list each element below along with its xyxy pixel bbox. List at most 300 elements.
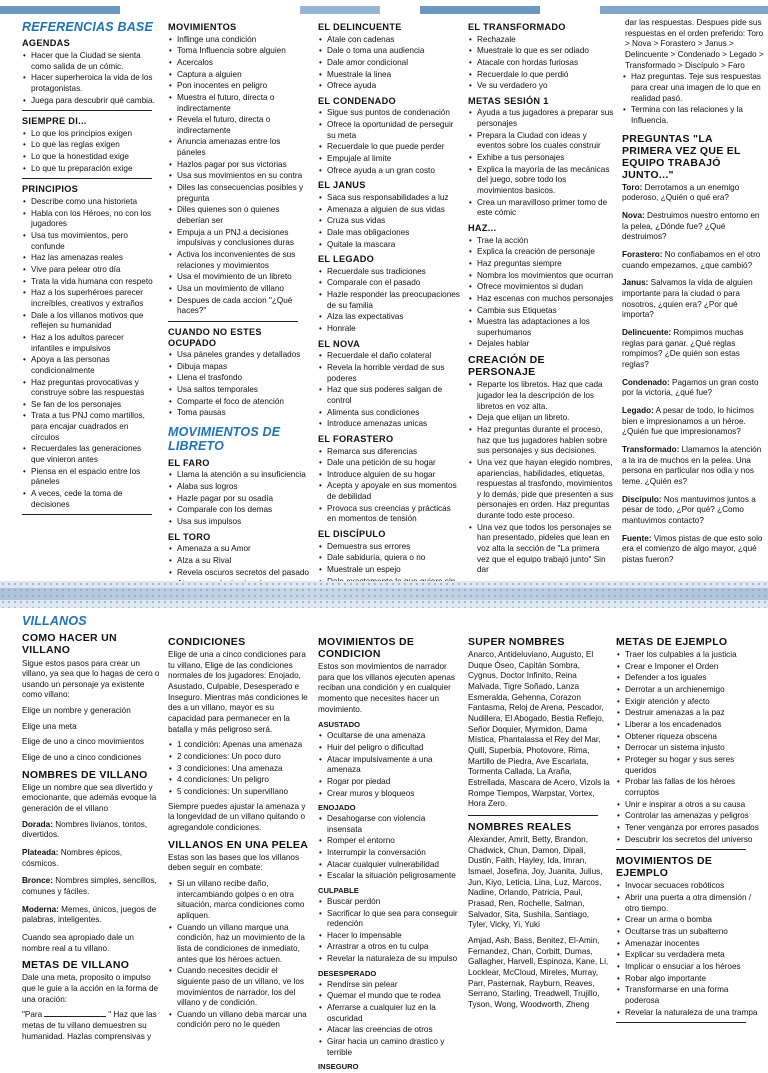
item-text: Nombres épicos, cósmicos. [22,848,123,868]
labeled-item [622,328,764,371]
list-item: • Reparte los libretos. Haz que cada jugador lea la descripción de los libretos en voz alta. [468,380,614,412]
col-preguntas [620,18,766,573]
principios-list [22,197,156,510]
delincuente-list [318,35,460,92]
movimientos-ejemplo-list [616,881,764,1018]
step-item: Elige de uno a cinco movimientos [22,737,144,747]
list-item: • Derrotar a un archienemigo [616,685,764,696]
list-item: • Explicar su verdadera meta [616,950,764,961]
item-text: Nombres livianos, tontos, divertidos. [22,819,148,840]
list-item: • Huir del peligro o dificultad [318,743,460,754]
list-item: • Demuestra sus errores [318,542,460,553]
creacion-list [468,380,614,576]
list-item: • Buscar perdón [318,897,460,908]
list-item: • Juega para descubrir qué cambia. [22,96,156,107]
list-item: • Diles las consecuencias posibles y pregunta [168,183,309,204]
list-item: • Acepta y apoyale en sus momentos de debilidad [318,481,460,502]
list-item: • Lo que las reglas exigen [22,140,156,151]
list-item: • Hazle responder las preocupaciones de su familia [318,290,460,311]
list-item: • Alza a su Rival [168,556,309,567]
list-item: • Se fan de los personajes [22,400,156,411]
list-item: • Cruza sus vidas [318,216,460,227]
divider [22,178,152,179]
discipulo-heading: EL DISCÍPULO [318,529,386,540]
labeled-item [622,183,764,204]
list-item: • Atacale con hordas furiosas [468,58,614,69]
col-libretos [316,18,462,611]
list-item: • Quemar el mundo que te rodea [318,991,460,1002]
haz-list [468,236,614,351]
list-item: • Remarca sus diferencias [318,447,460,458]
condition-heading: ENOJADO [318,803,356,813]
list-item: • Crear e Imponer el Orden [616,662,764,673]
step-item: Elige de uno a cinco condiciones [22,753,142,763]
super-nombres-text: Anarco, Antideluviano, Augusto, El Duque Óseo, Capitán Sombra, Cygnus, Doctor Infinito, Reina Malvada, Tigre Soñado, Lanza Esmeralda, Gehenna, Corazon Fantasma, Reloj de Arena, Pescador, Nudillera, El Abogado, Bestia Reflejo, Señor Doquier, Myrmidon, Dama Mística, Phantalassa el Rey del Mar, Quill, Superbia, Photovore, Rima, Martillo de Piedra, Ave Escarlata, Tormenta Callada, La Araña, Estrellada, Mascara de Acero, Vizols la Rompe Tiempos, Warpstar, Vortex, Hora Zero. [468,650,610,809]
labeled-item [622,278,764,321]
list-item: • Dale mas obligaciones [318,228,460,239]
legado-list [318,267,460,335]
list-item: • Usa saltos temporales [168,385,309,396]
movcond-p1: Estos son movimientos de narrador para que los villanos ejecuten apenas reciban una condición y en cualquier momento que necesites hacer un movimiento. [318,662,456,714]
divider [168,321,298,322]
condition-heading: CULPABLE [318,886,359,895]
list-item: • Toma Influencia sobre alguien [168,46,309,57]
item-label: Dorada: [22,819,53,829]
nombres-reales-heading: NOMBRES REALES [468,820,572,833]
metas-villano-p2 [22,1010,160,1042]
list-item: • Activa los inconvenientes de sus relaciones y movimientos [168,250,309,271]
item-label: Discípulo: [622,494,662,504]
list-item: • Rechazale [468,35,614,46]
list-item: • Dale amor condicional [318,58,460,69]
list-item: • Prepara la Ciudad con ideas y eventos sobre los cuales construir [468,131,614,152]
condition-moves [318,814,460,882]
legado-heading: EL LEGADO [318,254,375,265]
list-item: • Alimenta sus condiciones [318,408,460,419]
divider [616,849,746,850]
libreto-title: MOVIMIENTOS DE LIBRETO [168,425,281,454]
condiciones-p2: Siempre puedes ajustar la amenaza y la longevidad de un villano quitando o agregandole condiciones. [168,801,306,832]
list-item: • Tener venganza por errores pasados [616,823,764,834]
item-text: Llamamos la atención a la ira de muchos en la pelea. Una persona en particular nos odia y nos teme. ¿Quién es? [622,444,762,486]
condition-heading: ASUSTADO [318,720,361,730]
list-item: • Explica la creación de personaje [468,247,614,258]
list-item: • Piensa en el espacio entre los páneles [22,467,156,488]
list-item: • Alza las expectativas [318,312,460,323]
list-item: • Robar algo importante [616,974,764,985]
section-divider [0,581,768,608]
item-label: Toro: [622,182,643,192]
item-text: No confiabamos en el otro cuando empezamos, ¿que cambió? [622,250,761,270]
creacion-continued: dar las respuestas. Despues pide sus respuestas en el orden preferido: Toro > Nova > Forastero > Janus > Delincuente > Condenado > Legado > Transformado > Discípulo > Faro [625,18,764,70]
list-item: • Implicar o ensuciar a los héroes [616,962,764,973]
list-item: • Trata a tus PNJ como martillos, para encajar cuadrados en círculos [22,411,156,443]
pelea-heading: VILLANOS EN UNA PELEA [168,838,309,851]
condition-heading: DESESPERADO [318,968,377,978]
item-text: Salvamos la vida de alguien importante para la ciudad o para nosotros, ¿quien era? ¿Por qué importa? [622,278,753,320]
list-item: • Saca sus responsabilidades a luz [318,193,460,204]
item-label: Plateada: [22,848,59,858]
janus-list [318,193,460,250]
list-item: • Escalar la situación peligrosamente [318,871,460,882]
step-item: Elige un nombre y generación [22,706,131,716]
condiciones-p1: Elige de una a cinco condiciones para tu villano. Elige de las condiciones normales de los jugadores: Enojado, Asustado, Culpable, Desesperado e Inseguro. Mientras más condiciones le des a un villano, mayor es su capacidad para permanecer en la batalla y más peligroso será. [168,650,308,734]
list-item: • 3 condiciones: Una amenaza [168,764,310,775]
list-item: • Destruir amenazas a la paz [616,708,764,719]
list-item: • Honrale [318,324,460,335]
labeled-item [622,250,764,271]
list-item: • Atacar cualquier vulnerabilidad [318,860,460,871]
metas-villano-p1: Dale una meta, proposito o impulso que le guie a la acción en la forma de una oración: [22,973,159,1004]
list-item: • Anuncia amenazas entre los páneles [168,137,309,158]
list-item: • Acercalos [168,58,309,69]
list-item: • Proteger su hogar y sus seres queridos [616,755,764,776]
labeled-item [622,211,764,243]
metas-villano-p2a: "Para [22,1010,43,1020]
list-item: • Haz preguntas durante el proceso, haz que tus jugadores hablen sobre sus personajes y sus decisiones. [468,425,614,457]
list-item: • Atale con cadenas [318,35,460,46]
list-item: • Controlar las amenazas y peligros [616,811,764,822]
col-mov-condicion [316,632,462,1073]
item-text: Destruimos nuestro entorno en la pelea, ¿Dónde fue? ¿Qué destruimos? [622,211,760,242]
labeled-item [22,848,160,869]
condenado-heading: EL CONDENADO [318,95,396,106]
list-item: • Amenaza a alguien de sus vidas [318,205,460,216]
item-label: Legado: [622,405,654,415]
item-text: Nos mantuvimos juntos a pesar de todo, ¿Por qué? ¿Como mantuvimos contacto? [622,494,756,525]
list-item: • Transformarse en una forma poderosa [616,985,764,1006]
list-item: • Muestrale la linea [318,70,460,81]
item-text: Derrotamos a un enemigo poderoso, ¿Quién o qué era? [622,182,740,203]
list-item: • Exigir atención y afecto [616,697,764,708]
delincuente-heading: EL DELINCUENTE [318,22,402,32]
toro-heading: EL TORO [168,531,211,542]
pelea-p1: Estas son las bases que los villanos deben seguir en combate: [168,852,300,873]
list-item: • Recuerdale lo que puede perder [318,142,460,153]
list-item: • Empuja a un PNJ a decisiones impulsivas y conclusiones duras [168,228,309,249]
condenado-list [318,108,460,176]
item-label: Janus: [622,278,649,288]
list-item: • Haz preguntas provocativas y construye sobre las respuestas [22,378,156,399]
list-item: • Toma pausas [168,408,309,419]
list-item: • Ayuda a tus jugadores a preparar sus personajes [468,108,614,129]
list-item: • Crear un arma o bomba [616,915,764,926]
list-item: • Usa un movimiento de villano [168,284,309,295]
list-item: • Explica la mayoría de las mecánicas del juego, sobre todo los movimientos basicos. [468,165,614,197]
metas-ejemplo-heading: METAS DE EJEMPLO [616,636,728,648]
list-item: • 4 condiciones: Un peligro [168,775,310,786]
list-item: • Recuerdale lo que perdió [468,70,614,81]
list-item: • Liberar a los encadenados [616,720,764,731]
list-item: • Introduce amenazas unicas [318,419,460,430]
metas-villano-heading: METAS DE VILLANO [22,959,130,972]
list-item: • Desahogarse con violencia insensata [318,814,460,835]
list-item: • Dale o toma una audiencia [318,46,460,57]
list-item: • Usa páneles grandes y detallados [168,350,309,361]
list-item: • Rogar por piedad [318,777,460,788]
list-item: • Trata la vida humana con respeto [22,277,156,288]
list-item: • Usa sus impulsos [168,517,309,528]
list-item: • Atacar las creencias de otros [318,1025,460,1036]
movcond-heading: MOVIMIENTOS DE CONDICION [318,636,415,661]
list-item: • Cambia sus Etiquetas [468,306,614,317]
item-text: Rompimos muchas reglas para ganar. ¿Qué reglas rompimos? ¿De quién son estas reglas? [622,328,744,369]
labeled-item [22,876,160,897]
metas-villano-p2b: " Haz que las metas de tu villano demuestren su humanidad. Hazlas comprensivas y [22,1010,157,1041]
list-item: • Romper el entorno [318,836,460,847]
condition-moves [318,731,460,799]
list-item: • Una vez que todos los personajes se han presentado, pideles que lean en voz alta la sección de "La primera vez que el equipo trabajó junto" Sin dar [468,523,614,576]
list-item: • Ofrece movimientos si dudan [468,282,614,293]
como-steps [22,706,160,764]
list-item: • Defender a los iguales [616,673,764,684]
item-label: Delincuente: [622,328,672,338]
movimientos-heading: MOVIMIENTOS [168,22,237,32]
item-label: Bronce: [22,876,53,886]
list-item: • Amenaza a su Amor [168,544,309,555]
forastero-heading: EL FORASTERO [318,433,394,444]
list-item: • Haz preguntas siempre [468,259,614,270]
list-item: • Revelar la naturaleza de una trampa [616,1008,764,1019]
agendas-list [22,51,156,106]
como-heading: COMO HACER UN VILLANO [22,632,117,657]
item-text: A pesar de todo, lo hicimos bien e impresionamos a un héroe. ¿Quién fue que impresionamos? [622,405,754,437]
list-item: • Describe como una historieta [22,197,156,208]
condiciones-list [168,740,310,797]
labeled-item [622,406,764,438]
metas-ejemplo-list [616,650,764,845]
item-text: Memes, únicos, juegos de palabras, inteligentes. [22,904,157,925]
list-item: • Unir e inspirar a otros a su causa [616,800,764,811]
movimientos-ejemplo-heading: MOVIMIENTOS DE EJEMPLO [616,855,713,880]
list-item: • Revela la horrible verdad de sus poderes [318,363,460,384]
labeled-item [622,534,764,566]
col-movimientos [166,18,311,603]
col-sesion [466,18,616,577]
list-item: • Aferrarse a cualquier luz en la oscuridad [318,1003,460,1024]
list-item: • Comparale con el pasado [318,278,460,289]
list-item: • Probar las fallas de los héroes corruptos [616,777,764,798]
labeled-item [622,495,764,527]
nombres-outro: Cuando sea apropiado dale un nombre real a tu villano. [22,933,134,953]
siempre-list [22,129,156,175]
list-item: • Revela oscuros secretos del pasado [168,568,309,579]
list-item: • Usa sus movimientos en su contra [168,171,309,182]
list-item: • Quitale la mascara [318,240,460,251]
divider [22,110,152,111]
list-item: • Dale sabiduría, quiera o no [318,553,460,564]
divider [22,514,152,515]
list-item: • Haz preguntas. Teje sus respuestas para crear una imagen de lo que en realidad pasó. [622,72,764,104]
list-item: • Ocultarse tras un subalterno [616,927,764,938]
list-item: • Haz a los adultos parecer infantiles e impulsivos [22,333,156,354]
preguntas-list [622,183,764,566]
list-item: • Haz escenas con muchos personajes [468,294,614,305]
referencias-title: REFERENCIAS BASE [22,20,153,34]
list-item: • Trae la acción [468,236,614,247]
list-item: • Si un villano recibe daño, intercambiando golpes o en otra situación, marca condiciones como apliquen. [168,879,310,922]
item-text: Vimos pistas de que esto solo era el comienzo de algo mayor, ¿qué pistas fueron? [622,533,763,564]
list-item: • Lo que tu preparación exige [22,164,156,175]
movcond-groups [318,720,460,1072]
list-item: • Despues de cada accion "¿Qué haces?" [168,296,309,317]
list-item: • 1 condición: Apenas una amenaza [168,740,310,751]
labeled-item [22,905,160,926]
faro-heading: EL FARO [168,457,210,468]
list-item: • Derrocar un sistema injusto [616,743,764,754]
faro-list [168,470,309,527]
list-item: • Nombra los movimientos que ocurran [468,271,614,282]
condition-heading: INSEGURO [318,1062,359,1072]
list-item: • Vive para pelear otro día [22,265,156,276]
list-item: • Arrastrar a otros en tu culpa [318,942,460,953]
list-item: • Ofrece ayuda a un gran costo [318,166,460,177]
transformado-list [468,35,614,92]
list-item: • Deja que elijan un libreto. [468,413,614,424]
list-item: • Muestrale un espejo [318,565,460,576]
list-item: • Inflinge una condición [168,35,309,46]
transformado-heading: EL TRANSFORMADO [468,22,566,32]
list-item: • Muestra las adaptaciones a los superhumanos [468,317,614,338]
list-item: • Usa el movimiento de un libreto [168,272,309,283]
list-item: • Hazle pagar por su osadía [168,494,309,505]
list-item: • Alaba sus logros [168,482,309,493]
divider [616,1022,746,1023]
item-label: Nova: [622,211,645,221]
creacion-extra-list [622,72,764,126]
list-item: • Termina con las relaciones y la Influencia. [622,105,764,126]
list-item: • Recuerdale sus tradiciones [318,267,460,278]
list-item: • Habla con los Héroes, no con los jugadores [22,209,156,230]
agendas-heading: AGENDAS [22,38,71,49]
como-intro: Sigue estos pasos para crear un villano, ya sea que lo hagas de cero o usando un personaje ya existente como villano: [22,658,160,700]
step-item: Elige una meta [22,721,77,731]
nombres-intro: Elige un nombre que sea divertido y emocionante, que además evoque la generación de el villano [22,782,157,814]
list-item: • Llama la atención a su insuficiencia [168,470,309,481]
forastero-list [318,447,460,526]
item-label: Condenado: [622,377,670,387]
movimientos-list [168,35,309,317]
list-item: • Abrir una puerta a otra dimensión / otro tiempo. [616,893,764,914]
list-item: • Apoya a las personas condicionalmente [22,355,156,376]
item-text: Pagamos un gran costo por la victoria, ¿qué fue? [622,377,759,398]
list-item: • Obtener riqueza obscena [616,732,764,743]
list-item: • Atacar impulsivamente a una amenaza [318,755,460,776]
janus-heading: EL JANUS [318,180,366,191]
metas-sesion-heading: METAS SESIÓN 1 [468,95,549,106]
cuando-list [168,350,309,419]
super-nombres-heading: SUPER NOMBRES [468,636,565,648]
list-item: • Hacer superheroica la vida de los protagonistas. [22,73,156,94]
list-item: • Amenazar inocentes [616,939,764,950]
pelea-list [168,879,310,1031]
list-item: • Pon inocentes en peligro [168,81,309,92]
list-item: • Muestra el futuro, directa o indirectamente [168,93,309,114]
list-item: • Dejales hablar [468,339,614,350]
list-item: • Descubrir los secretos del universo [616,835,764,846]
list-item: • Exhibe a tus personajes [468,153,614,164]
item-text: Nombres simples, sencillos, comunes y fáciles. [22,876,157,897]
list-item: • A veces, cede la toma de decisiones [22,489,156,510]
col-ejemplos [614,632,766,1028]
list-item: • Lo que la honestidad exige [22,152,156,163]
condition-moves [318,897,460,965]
item-label: Forastero: [622,250,663,260]
list-item: • Ve su verdadero yo [468,81,614,92]
item-label: Moderna: [22,904,59,914]
list-item: • 2 condiciones: Un poco duro [168,752,310,763]
list-item: • Hazlos pagar por sus victorias [168,160,309,171]
list-item: • Comparale con los demas [168,505,309,516]
list-item: • Dale una petición de su hogar [318,458,460,469]
list-item: • Crear muros y bloqueos [318,789,460,800]
col-referencias [20,20,158,520]
list-item: • Traer los culpables a la justicia [616,650,764,661]
list-item: • Revela el futuro, directa o indirectamente [168,115,309,136]
list-item: • Dale a los villanos motivos que reflejen su humanidad [22,311,156,332]
metas-sesion-list [468,108,614,219]
nova-heading: EL NOVA [318,338,361,349]
list-item: • Haz a los superhéroes parecer increíbles, creativos y extraños [22,288,156,309]
siempre-heading: SIEMPRE DI... [22,116,87,127]
divider [468,815,598,816]
list-item: • Recuerdales las generaciones que vinieron antes [22,444,156,465]
list-item: • Interrumpir la conversación [318,848,460,859]
list-item: • Cuando un villano deba marcar una condición pero no le queden [168,1010,310,1031]
item-label: Fuente: [622,533,652,543]
list-item: • Rendirse sin pelear [318,980,460,991]
list-item: • Haz las amenazas reales [22,253,156,264]
list-item: • 5 condiciones: Un supervillano [168,787,310,798]
creacion-heading: CREACIÓN DE PERSONAJE [468,354,545,379]
list-item: • Crea un maravilloso primer tomo de este cómic [468,198,614,219]
list-item: • Diles quienes son o quienes deberían ser [168,205,309,226]
list-item: • Cuando un villano marque una condición, haz un movimiento de la lista de condiciones de inmediato, antes que los héroes actuen. [168,923,310,966]
cuando-heading: CUANDO NO ESTES OCUPADO [168,326,262,348]
list-item: • Hacer que la Ciudad se sienta como salida de un cómic. [22,51,156,72]
list-item: • Dibuja mapas [168,362,309,373]
labeled-item [622,445,764,488]
labeled-item [622,378,764,399]
villanos-title: VILLANOS [22,614,87,628]
list-item: • Provoca sus creencias y prácticas en momentos de tensión [318,504,460,525]
nombres-heading: NOMBRES DE VILLANO [22,768,148,781]
col-condiciones [166,632,312,1032]
labeled-item [22,820,160,841]
list-item: • Llena el trasfondo [168,373,309,384]
list-item: • Lo que los principios exigen [22,129,156,140]
list-item: • Comparte el foco de atención [168,397,309,408]
list-item: • Muestrale lo que es ser odiado [468,46,614,57]
list-item: • Ofrece ayuda [318,81,460,92]
nombres-reales-2: Amjad, Ash, Bass, Benitez, El-Amin, Fernandez, Chan, Corbitt, Dumas, Gallagher, Harvell, Espinoza, Kane, Li, Locklear, McCloud, Mireles, Murray, Parr, Pasternak, Rayburn, Reaves, Serrano, Starling, Treadwell, Trujillo, Tyson, Wong, Woodworth, Zheng [468,935,609,1009]
list-item: • Captura a alguien [168,70,309,81]
preguntas-heading: PREGUNTAS "LA PRIMERA VEZ QUE EL EQUIPO TRABAJÓ JUNTO..." [622,132,741,181]
list-item: • Sacrificar lo que sea para conseguir redención [318,909,460,930]
list-item: • Empujale al limite [318,154,460,165]
list-item: • Girar hacia un camino drastico y terrible [318,1037,460,1058]
list-item: • Cuando necesites decidir el siguiente paso de un villano, ve los movimientos de narrador, los del villano y de condición. [168,966,310,1009]
item-label: Transformado: [622,444,680,454]
list-item: • Revelar la naturaleza de su impulso [318,954,460,965]
list-item: • Ofrece la oportunidad de perseguir su meta [318,120,460,141]
list-item: • Ocultarse de una amenaza [318,731,460,742]
col-como-villano [20,614,162,1047]
principios-heading: PRINCIPIOS [22,184,79,195]
col-nombres [466,632,612,1015]
list-item: • Invocar secuaces robóticos [616,881,764,892]
nombres-reales-1: Alexander, Amrit, Betty, Brandon, Chadwick, Chun, Damon, Dipali, Dustin, Faith, Hayley, Ida, Imran, Ismael, Josefina, Joy, Juanita, Julius, Jun, Kiyo, Leticia, Lina, Luz, Marcos, Nadine, Orlando, Patricia, Paul, Prasad, Ren, Rochelle, Salman, Salvador, Sita, Sushila, Santiago, Tyler, Vicky, Yi, Yuki [468,834,603,930]
